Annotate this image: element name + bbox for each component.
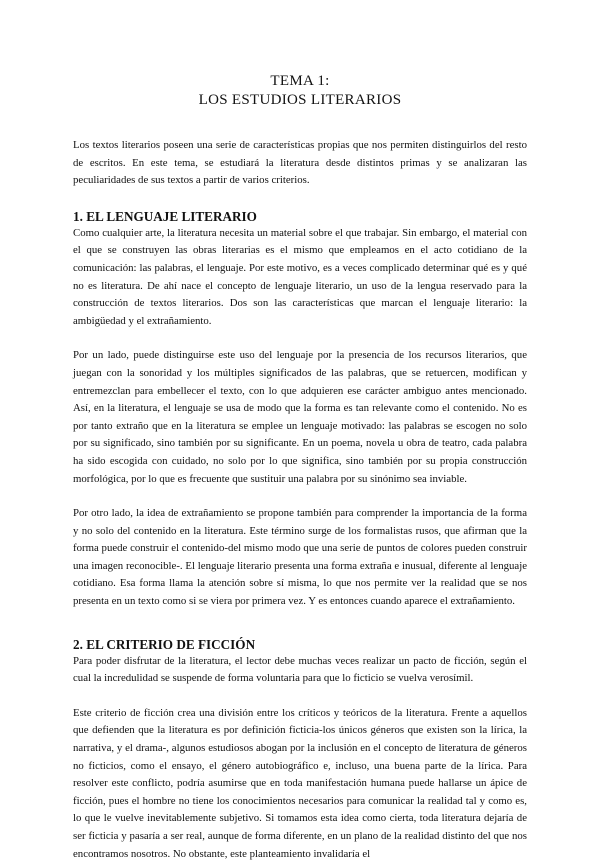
body-paragraph: Como cualquier arte, la literatura necesita un material sobre el que trabajar. Sin embargo, el material con el que se construyen las obras literarias es el mismo que empleamos en el acto cotidiano de la comunicación: las palabras, el lenguaje. Por este motivo, es a veces complicado determinar qué es y qué no es literatura. De ahí nace el concepto de lenguaje literario, un uso de la lengua reservado para la construcción de textos literarios. Dos son las características que marcan el lenguaje literario: la ambigüedad y el extrañamiento. bbox=[73, 226, 527, 327]
body-paragraph: Por otro lado, la idea de extrañamiento se propone también para comprender la importancia de la forma y no solo del contenido en la literatura. Este término surge de los formalistas rusos, que afirman que la forma puede construir el contenido-del mismo modo que una serie de puntos de colores pueden construir una imagen reconocible-. El lenguaje literario presenta una forma extraña e inusual, diferente al lenguaje cotidiano. Esa forma llama la atención sobre sí misma, lo que nos permite ver la realidad que se nos presenta en un texto como si se viera por primera vez. Y es entonces cuando aparece el extrañamiento. bbox=[73, 507, 527, 608]
intro-paragraph: Los textos literarios poseen una serie de características propias que nos permiten distinguirlos del resto de escritos. En este tema, se estudiará la literatura desde distintos primas y se analizaran las peculiaridades de sus textos a partir de varios criterios. bbox=[73, 139, 527, 187]
section-heading-lenguaje-literario: 1. EL LENGUAJE LITERARIO bbox=[73, 208, 257, 224]
title-line-1: TEMA 1: bbox=[270, 73, 330, 89]
section-heading-criterio-ficcion: 2. EL CRITERIO DE FICCIÓN bbox=[73, 636, 256, 652]
page-title bbox=[73, 72, 527, 110]
body-paragraph: Por un lado, puede distinguirse este uso del lenguaje por la presencia de los recursos literarios, que juegan con la sonoridad y los múltiples significados de las palabras, que se retuercen, modifican y entremezclan para embellecer el texto, con lo que adquieren ese carácter ambiguo antes mencionado. Así, en la literatura, el lenguaje se usa de modo que la forma es tan relevante como el contenido. No es por tanto extraño que en la literatura se emplee un lenguaje motivado: las palabras se escogen no solo por su significado, sino también por su significante. En un poema, novela u obra de teatro, cada palabra ha sido escogida con cuidado, no solo por lo que significa, sino también por su propia construcción morfológica, por lo que es frecuente que sustituir una palabra por su sinónimo sea inviable. bbox=[73, 349, 527, 485]
body-paragraph: Para poder disfrutar de la literatura, el lector debe muchas veces realizar un pacto de ficción, según el cual la incredulidad se suspende de forma voluntaria para que lo ficticio se vuelva verosímil. bbox=[73, 654, 527, 685]
body-paragraph: Este criterio de ficción crea una división entre los críticos y teóricos de la literatura. Frente a aquellos que defienden que la literatura es por definición ficticia-los únicos géneros que existen son la lírica, la narrativa, y el drama-, algunos estudiosos abogan por la inclusión en el concepto de literatura de géneros no ficticios, como el ensayo, el género autobiográfico e, incluso, una buena parte de la lírica. Para resolver este conflicto, podría asumirse que en toda manifestación humana puede hallarse un ápice de ficción, pues el hombre no tiene los conocimientos necesarios para comunicar la realidad tal y como es, lo que le vuelve inevitablemente subjetivo. Si tomamos esta idea como cierta, toda literatura dejaría de ser ficticia y pasaría a ser real, aunque de forma diferente, en un plano de la realidad distinto del que nos encontramos nosotros. No obstante, este planteamiento invalidaría el bbox=[73, 706, 527, 860]
title-line-2: LOS ESTUDIOS LITERARIOS bbox=[198, 92, 402, 108]
